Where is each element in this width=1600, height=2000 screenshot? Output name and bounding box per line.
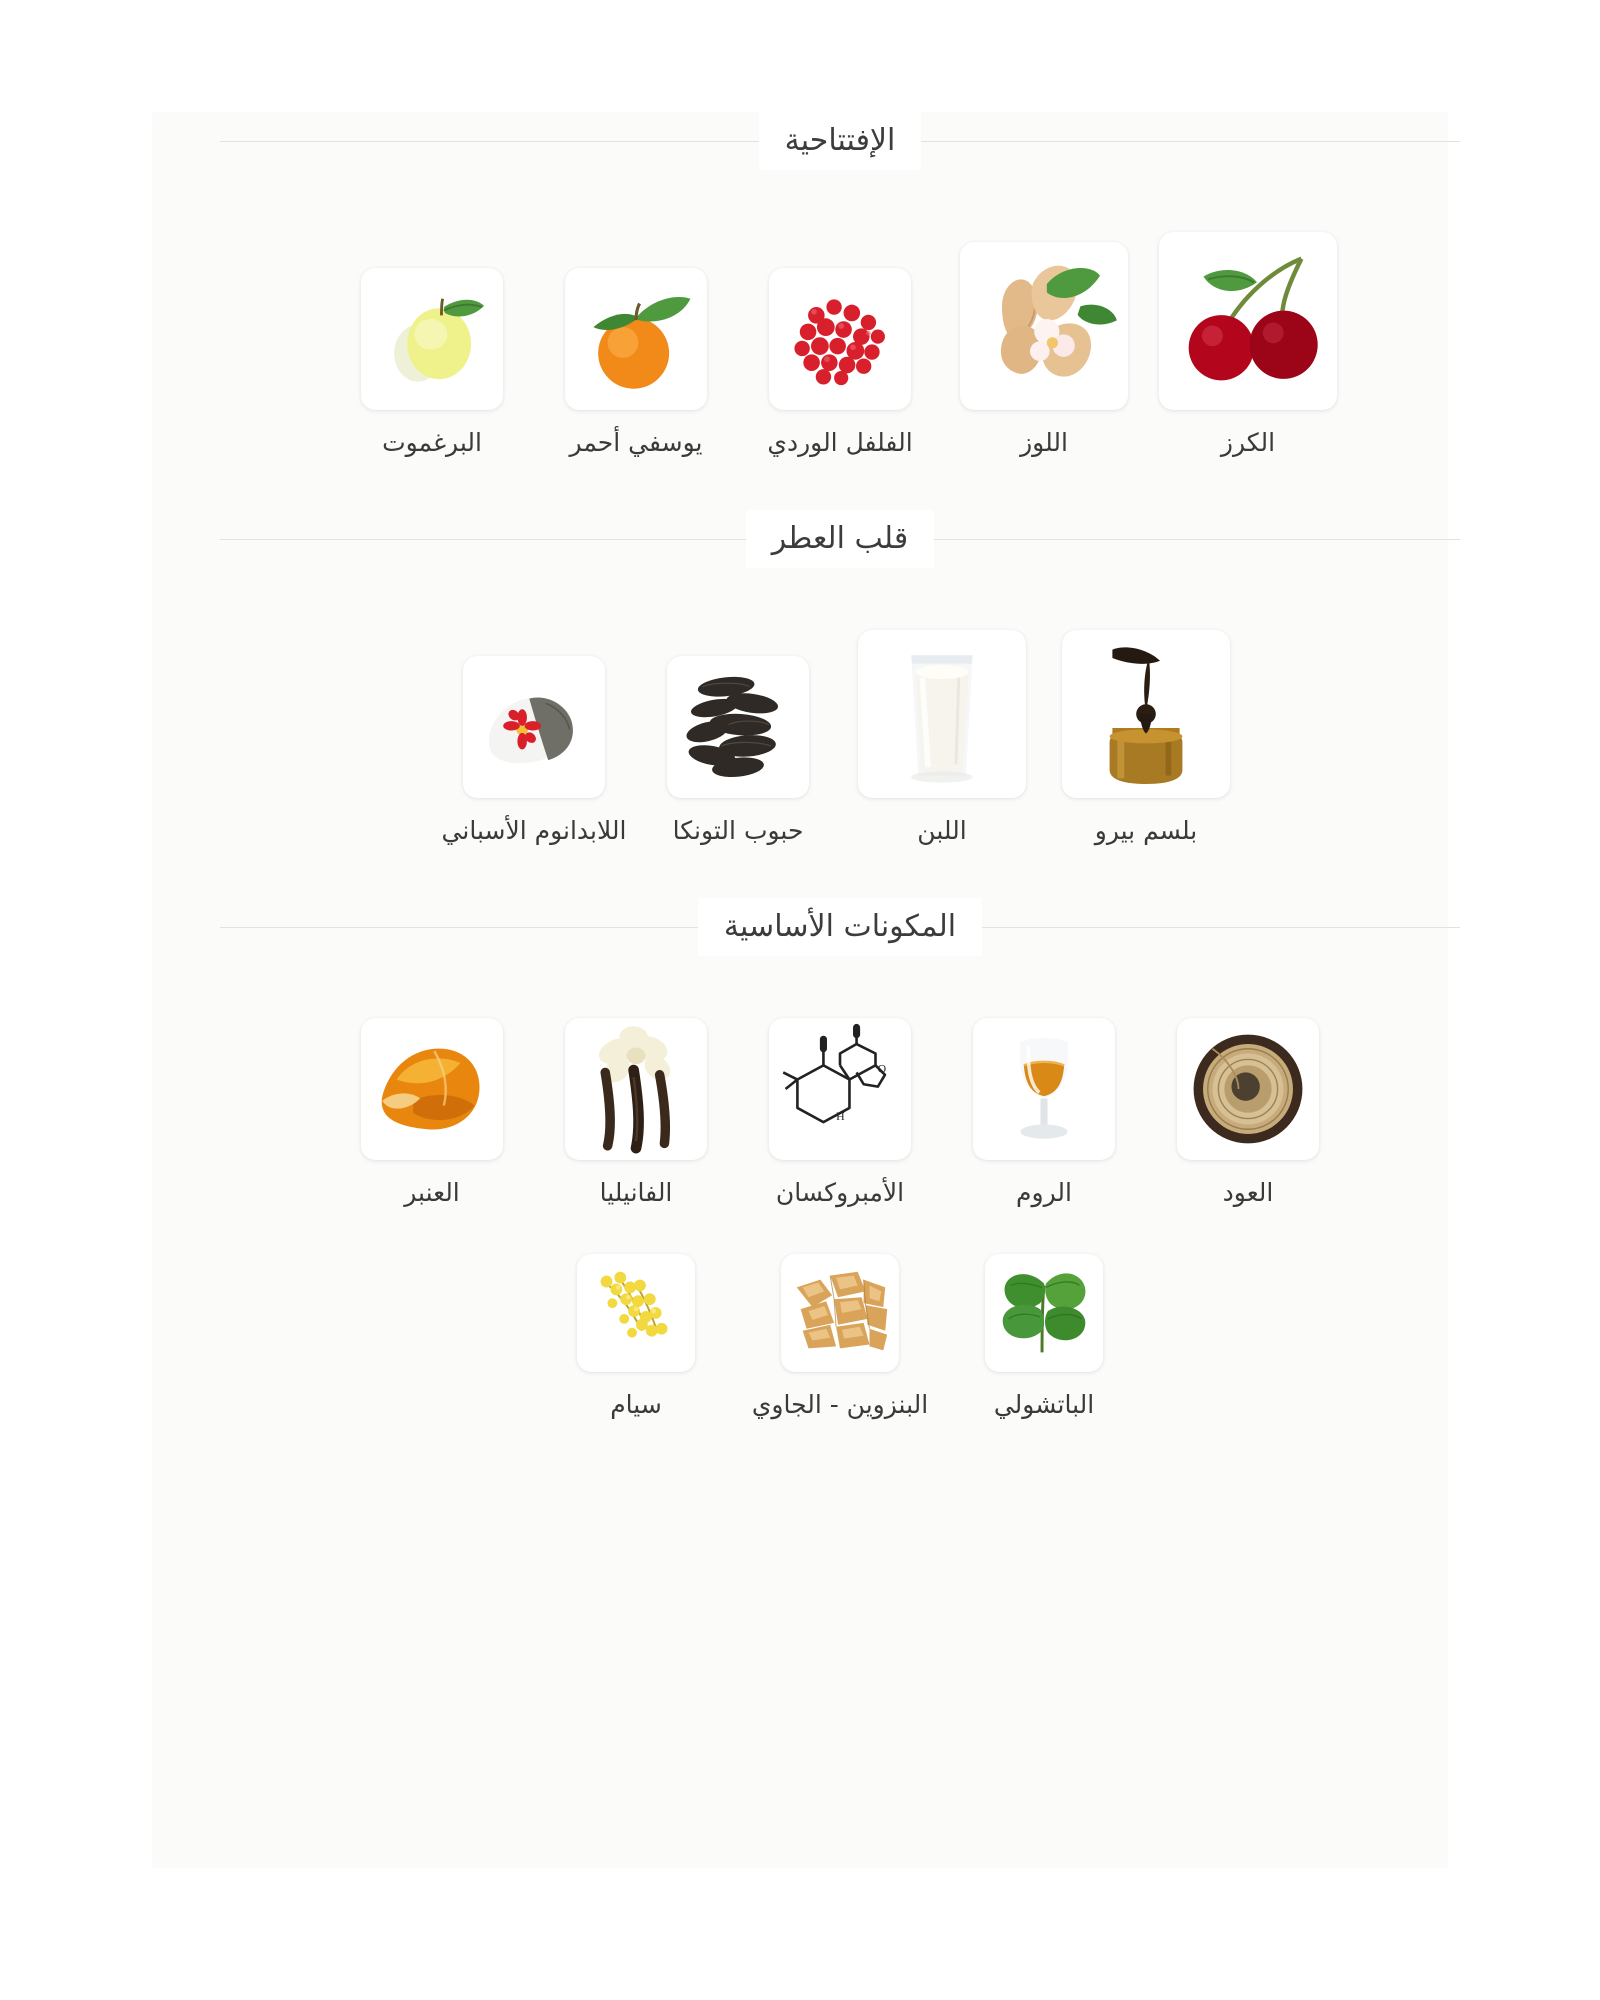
section-top-notes [192,112,1488,464]
note-item[interactable] [332,258,532,464]
divider-left [982,927,1460,928]
note-label: البنزوين - الجاوي [751,1390,929,1419]
divider-left [934,539,1460,540]
section-header-base-notes [192,898,1488,956]
note-label: يوسفي أحمر [569,428,703,457]
svg-text:O: O [877,1061,887,1076]
note-item[interactable] [1046,620,1246,852]
rum-glass-icon [973,1018,1115,1160]
note-label: العود [1222,1178,1274,1207]
note-label: الأمبروكسان [775,1178,905,1207]
section-title-base-notes: المكونات الأساسية [698,898,982,956]
note-label: البرغموت [382,428,482,457]
note-label: سيام [610,1390,662,1419]
pyramid-content [152,112,1528,1430]
section-header-heart-notes [192,510,1488,568]
patchouli-icon [985,1254,1103,1372]
peru-balsam-icon [1062,630,1230,798]
note-item[interactable] [434,646,634,852]
note-item[interactable] [332,1008,532,1214]
note-label: حبوب التونكا [672,816,804,845]
almond-icon [960,242,1128,410]
note-item[interactable] [1148,1008,1348,1214]
note-item[interactable] [842,620,1042,852]
note-item[interactable] [944,232,1144,464]
vanilla-icon [565,1018,707,1160]
note-item[interactable] [536,258,736,464]
note-item[interactable] [536,1244,736,1426]
divider-right [220,539,746,540]
note-label: الروم [1016,1178,1072,1207]
section-header-top-notes [192,112,1488,170]
labdanum-icon [463,656,605,798]
svg-text:H: H [836,1108,845,1123]
note-item[interactable] [944,1008,1144,1214]
oud-wood-icon [1177,1018,1319,1160]
tonka-bean-icon [667,656,809,798]
notes-row-base-second [192,1244,1488,1426]
note-item[interactable] [638,646,838,852]
note-label: الباتشولي [993,1390,1095,1419]
note-item[interactable] [536,1008,736,1214]
note-item[interactable] [740,1244,940,1426]
benzoin-resin-icon [781,1254,899,1372]
section-title-top-notes: الإفتتاحية [759,112,922,170]
amber-icon [361,1018,503,1160]
note-label: الكرز [1220,428,1276,457]
divider-right [220,141,759,142]
note-item[interactable] [1148,222,1348,464]
siam-benzoin-icon [577,1254,695,1372]
note-item[interactable] [740,258,940,464]
section-heart-notes [192,510,1488,852]
note-label: الفانيليا [599,1178,673,1207]
milk-glass-icon [858,630,1026,798]
notes-row-top [192,222,1488,464]
pink-pepper-icon [769,268,911,410]
note-label: اللابدانوم الأسباني [441,816,627,845]
section-base-notes [192,898,1488,1426]
note-label: بلسم بيرو [1094,816,1198,845]
note-item[interactable] [740,1008,940,1214]
notes-row-heart [192,620,1488,852]
ambroxan-molecule-icon [769,1018,911,1160]
note-label: اللبن [917,816,967,845]
note-item[interactable] [944,1244,1144,1426]
red-mandarin-icon [565,268,707,410]
divider-right [220,927,698,928]
section-title-heart-notes: قلب العطر [746,510,934,568]
notes-row-base [192,1008,1488,1214]
note-label: اللوز [1020,428,1068,457]
note-label: الفلفل الوردي [767,428,913,457]
divider-left [921,141,1460,142]
cherry-icon [1159,232,1337,410]
note-label: العنبر [404,1178,460,1207]
bergamot-icon [361,268,503,410]
